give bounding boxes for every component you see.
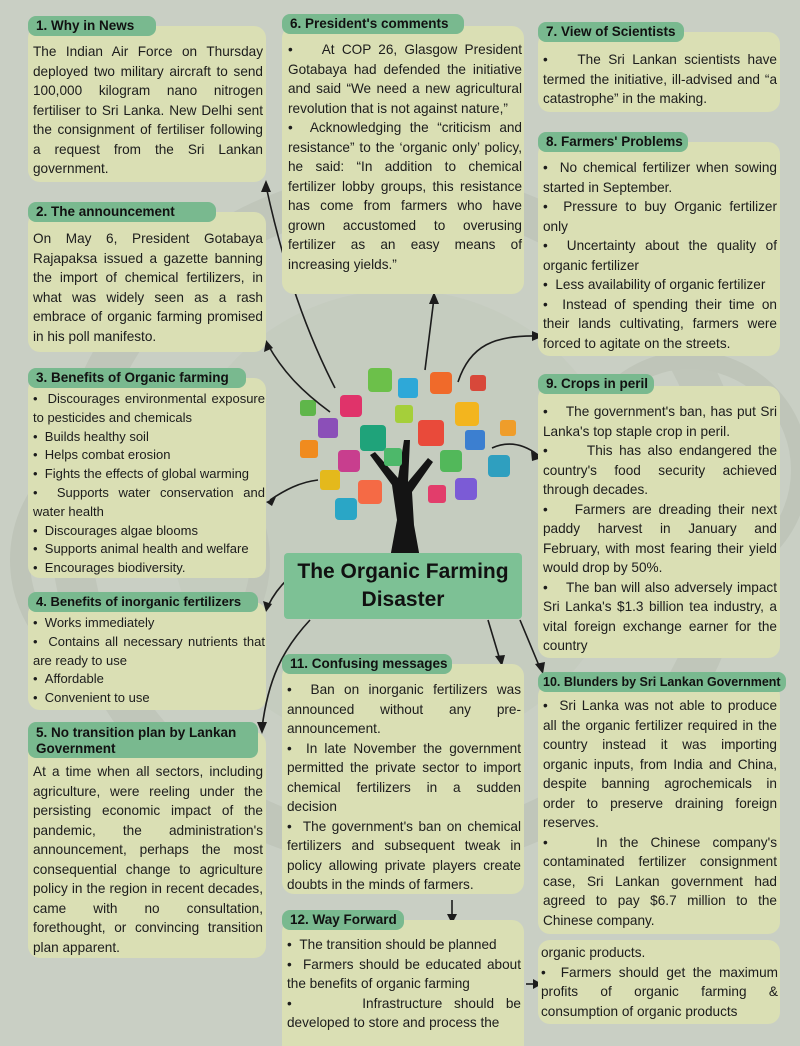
- section-heading: 2. The announcement: [28, 202, 216, 222]
- list-item: • The government's ban, has put Sri Lanka's top staple crop in peril.: [543, 404, 777, 439]
- list-item: • Affordable: [33, 671, 104, 687]
- list-item: • Infrastructure should be developed to store and process the: [287, 995, 521, 1030]
- section-list: [543, 696, 777, 930]
- section-text: [33, 229, 263, 346]
- section-heading: 7. View of Scientists: [538, 22, 684, 42]
- section-text: [33, 42, 263, 179]
- page-title: The Organic Farming Disaster: [284, 553, 522, 619]
- list-item: • Builds healthy soil: [33, 428, 149, 444]
- list-item: • Convenient to use: [33, 690, 150, 706]
- list-item: • Uncertainty about the quality of organic fertilizer: [543, 238, 777, 273]
- section-heading: 3. Benefits of Organic farming: [28, 368, 246, 388]
- paragraph: On May 6, President Gotabaya Rajapaksa issued a gazette banning the import of chemical fertilizers, in what was widely seen as a rash embrace of organic farming promised in his poll manifesto.: [33, 231, 263, 344]
- list-item: • Fights the effects of global warming: [33, 466, 250, 482]
- list-item: • Discourages environmental exposure to pesticides and chemicals: [33, 391, 265, 425]
- section-heading: 5. No transition plan by Lankan Government: [28, 722, 258, 758]
- list-item: • Pressure to buy Organic fertilizer only: [543, 199, 777, 234]
- list-item: • Instead of spending their time on their lands cultivating, farmers were forced to agitate on the streets.: [543, 296, 777, 351]
- section-heading: 12. Way Forward: [282, 910, 404, 930]
- list-item: • The government's ban on chemical fertilizers and subsequent tweak in policy allowing private players create doubts in the minds of farmers.: [287, 818, 521, 892]
- list-item: • Helps combat erosion: [33, 447, 171, 463]
- list-item: • Acknowledging the “criticism and resistance” to the ‘organic only’ policy, he said: “In addition to chemical fertilizer lobby groups, this resistance has come from farmers who have grown accustomed to overusing fertilizer as an easy means of increasing yields.”: [288, 120, 522, 272]
- list-item: • In the Chinese company's contaminated fertilizer consignment case, Sri Lankan government had agreed to pay $6.7 million to the Chinese company.: [543, 834, 777, 928]
- section-list: [33, 390, 265, 578]
- paragraph: At a time when all sectors, including agriculture, were reeling under the persisting economic impact of the pandemic, the administration's announcement, perhaps the most consequential change to agriculture policy in the region in recent decades, came with no consultation, forethought, or convincing transition plan apparent.: [33, 764, 263, 955]
- section-heading: 8. Farmers' Problems: [538, 132, 688, 152]
- list-item: • Works immediately: [33, 615, 155, 630]
- list-item: • Ban on inorganic fertilizers was announced without any pre-announcement.: [287, 682, 521, 736]
- list-item: • No chemical fertilizer when sowing started in September.: [543, 160, 777, 195]
- section-text: [33, 762, 263, 957]
- section-list: [33, 614, 265, 708]
- list-item: • Discourages algae blooms: [33, 522, 198, 538]
- section-list: [543, 402, 777, 656]
- list-item: • Sri Lanka was not able to produce all the organic fertilizer required in the country instead it was importing organic inputs, from India and China, despite banning agrochemicals in order to preserve draining foreign reserves.: [543, 698, 777, 830]
- list-item: • Supports animal health and welfare: [33, 541, 249, 557]
- section-list: [287, 935, 521, 1033]
- section-list: [543, 50, 777, 109]
- list-item: • Encourages biodiversity.: [33, 560, 186, 576]
- list-item: • The Sri Lankan scientists have termed the initiative, ill-advised and “a catastrophe” in the making.: [543, 52, 777, 106]
- section-heading: 9. Crops in peril: [538, 374, 654, 394]
- section-heading: 1. Why in News: [28, 16, 156, 36]
- section-heading: 6. President's comments: [282, 14, 464, 34]
- section-heading: 11. Confusing messages: [282, 654, 452, 674]
- section-list: [288, 40, 522, 274]
- list-item: • Supports water conservation and water health: [33, 484, 265, 519]
- list-item: • Farmers are dreading their next paddy harvest in January and February, with most fearing their yield would drop by 50%.: [543, 501, 777, 575]
- section-heading: 4. Benefits of inorganic fertilizers: [28, 592, 258, 612]
- list-item: • At COP 26, Glasgow President Gotabaya had defended the initiative and said “We need a new agricultural revolution that is not against nature,”: [288, 42, 522, 116]
- list-item: • Less availability of organic fertilizer: [543, 277, 766, 292]
- section-list: [287, 680, 521, 895]
- list-item: • This has also endangered the country's food security achieved through decades.: [543, 443, 778, 497]
- section-list-continued: [541, 943, 778, 1021]
- continued-text: organic products.: [541, 945, 646, 960]
- list-item: • The transition should be planned: [287, 937, 497, 952]
- list-item: • Contains all necessary nutrients that are ready to use: [33, 633, 265, 668]
- list-item: • In late November the government permitted the private sector to import chemical fertilizers in a sudden decision: [287, 740, 521, 814]
- paragraph: The Indian Air Force on Thursday deployed two military aircraft to send 100,000 kilogram nano nitrogen fertiliser to Sri Lanka. New Delhi sent the consignment of fertiliser following a request from the Sri Lankan government.: [33, 44, 263, 176]
- section-heading: 10. Blunders by Sri Lankan Government: [538, 672, 786, 692]
- section-list: [543, 158, 777, 353]
- list-item: • The ban will also adversely impact Sri Lanka's $1.3 billion tea industry, a vital foreign exchange earner for the country: [543, 579, 777, 653]
- list-item: • Farmers should be educated about the benefits of organic farming: [287, 956, 521, 991]
- list-item: • Farmers should get the maximum profits of organic farming & consumption of organic products: [541, 964, 778, 1019]
